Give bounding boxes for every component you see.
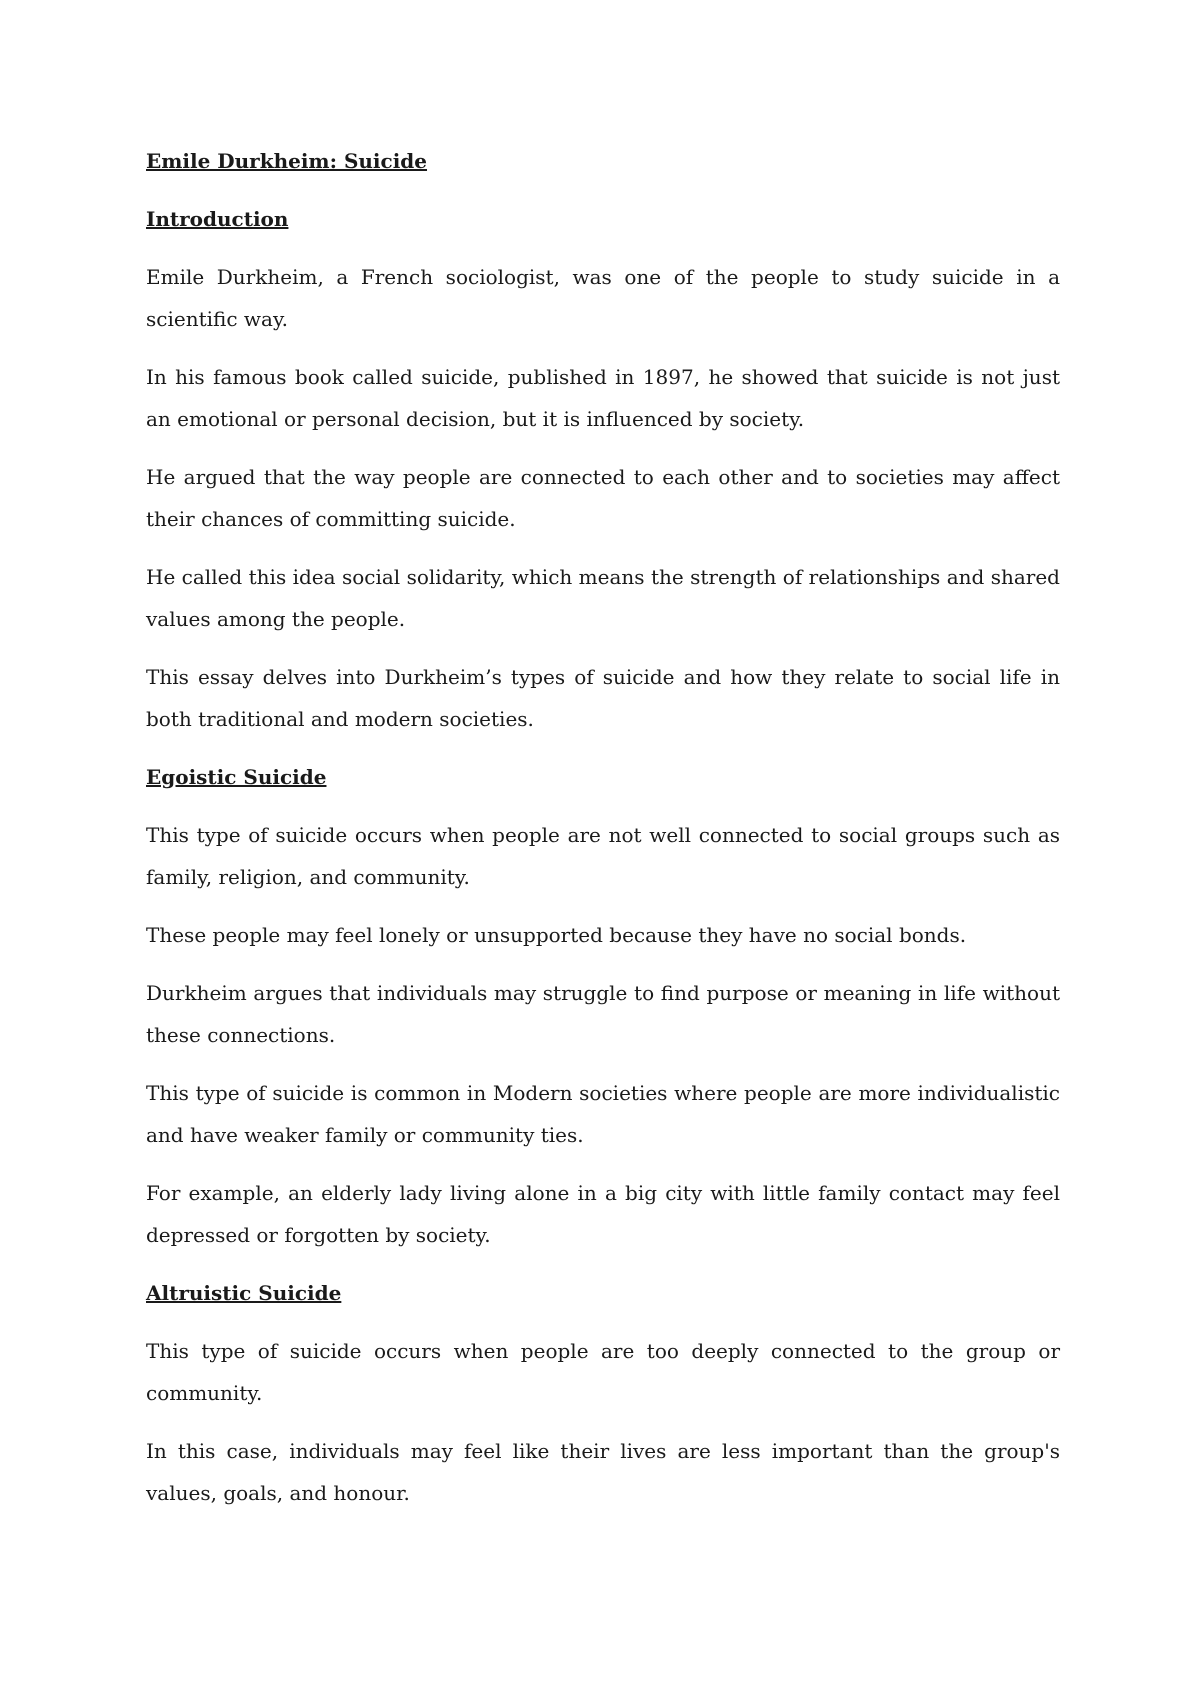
- paragraph: Emile Durkheim, a French sociologist, was one of the people to study suicide in a scientific way.: [146, 265, 1060, 331]
- paragraph: He argued that the way people are connected to each other and to societies may affect their chances of committing suicide.: [146, 465, 1060, 531]
- paragraph: For example, an elderly lady living alone in a big city with little family contact may feel depressed or forgotten by society.: [146, 1181, 1060, 1247]
- document-title: Emile Durkheim: Suicide: [146, 149, 428, 173]
- section-heading: Altruistic Suicide: [146, 1281, 342, 1305]
- paragraph: This type of suicide occurs when people are too deeply connected to the group or community.: [146, 1339, 1060, 1405]
- paragraph: This essay delves into Durkheim’s types of suicide and how they relate to social life in both traditional and modern societies.: [146, 665, 1060, 731]
- document-body: [146, 140, 1060, 1530]
- paragraph: These people may feel lonely or unsupported because they have no social bonds.: [146, 923, 967, 947]
- section-heading: Egoistic Suicide: [146, 765, 327, 789]
- paragraph: He called this idea social solidarity, which means the strength of relationships and shared values among the people.: [146, 565, 1060, 631]
- section-egoistic-suicide: [146, 756, 1060, 1256]
- section-altruistic-suicide: [146, 1272, 1060, 1514]
- paragraph: Durkheim argues that individuals may struggle to find purpose or meaning in life without these connections.: [146, 981, 1060, 1047]
- paragraph: In this case, individuals may feel like their lives are less important than the group's values, goals, and honour.: [146, 1439, 1060, 1505]
- section-introduction: [146, 198, 1060, 740]
- paragraph: This type of suicide is common in Modern societies where people are more individualistic and have weaker family or community ties.: [146, 1081, 1060, 1147]
- section-heading: Introduction: [146, 207, 289, 231]
- paragraph: This type of suicide occurs when people are not well connected to social groups such as family, religion, and community.: [146, 823, 1060, 889]
- paragraph: In his famous book called suicide, published in 1897, he showed that suicide is not just an emotional or personal decision, but it is influenced by society.: [146, 365, 1060, 431]
